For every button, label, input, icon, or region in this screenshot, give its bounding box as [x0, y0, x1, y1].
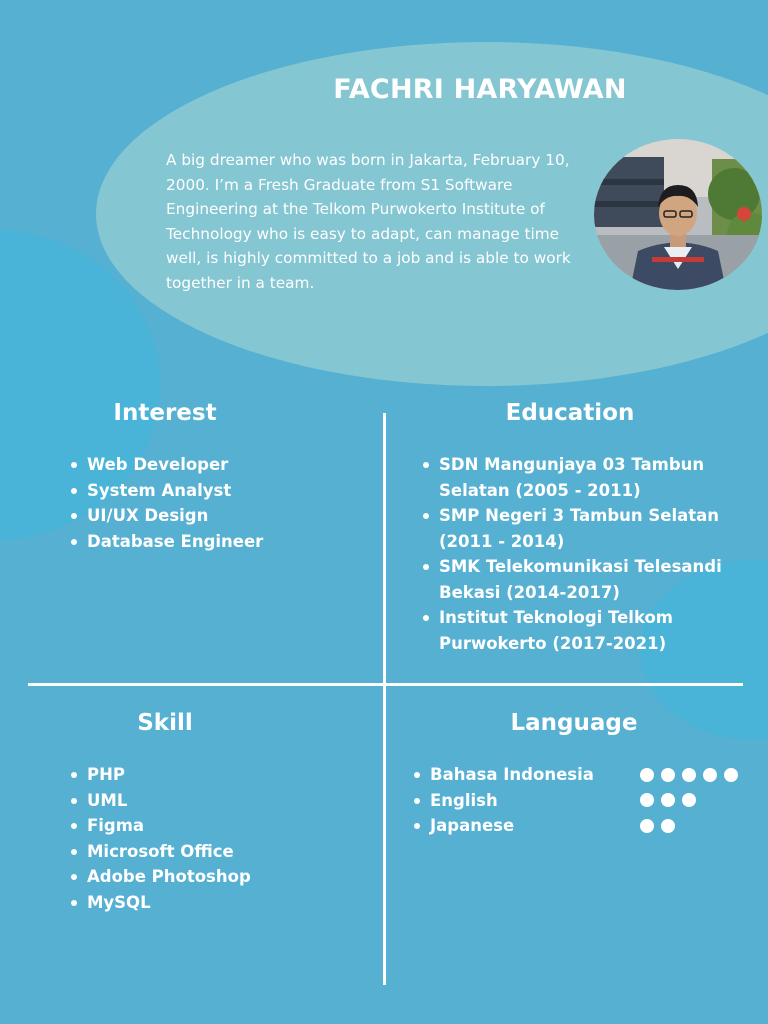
list-item: SDN Mangunjaya 03 Tambun Selatan (2005 - 2011)	[422, 452, 744, 503]
level-dot	[682, 793, 696, 807]
language-item	[413, 788, 753, 814]
list-item: Database Engineer	[70, 529, 370, 555]
level-dot	[640, 819, 654, 833]
list-item: Microsoft Office	[70, 839, 370, 865]
interest-list	[70, 452, 370, 554]
list-item: MySQL	[70, 890, 370, 916]
profile-photo	[594, 139, 762, 290]
level-dot	[661, 768, 675, 782]
language-level-dots	[640, 819, 675, 833]
education-heading: Education	[505, 400, 635, 426]
language-level-dots	[640, 793, 696, 807]
vertical-divider	[383, 413, 386, 985]
list-item: SMK Telekomunikasi Telesandi Bekasi (2014-2017)	[422, 554, 744, 605]
language-name: Japanese	[430, 816, 515, 835]
horizontal-divider	[28, 683, 743, 686]
level-dot	[661, 793, 675, 807]
language-item	[413, 813, 753, 839]
skill-list	[70, 762, 370, 915]
list-item: Web Developer	[70, 452, 370, 478]
language-item	[413, 762, 753, 788]
list-item: Adobe Photoshop	[70, 864, 370, 890]
language-name: English	[430, 790, 498, 810]
language-level-dots	[640, 768, 738, 782]
language-name: Bahasa Indonesia	[430, 765, 594, 784]
list-item: PHP	[70, 762, 370, 788]
profile-bio: A big dreamer who was born in Jakarta, February 10, 2000. I’m a Fresh Graduate from S1 Software Engineering at the Telkom Purwokerto Institute of Technology who is easy to adapt, can manage time well, is highly committed to a job and is able to work together in a team.	[166, 151, 571, 292]
language-heading: Language	[510, 710, 638, 736]
level-dot	[661, 819, 675, 833]
language-list	[413, 762, 753, 839]
list-item: UI/UX Design	[70, 503, 370, 529]
level-dot	[724, 768, 738, 782]
skill-heading: Skill	[137, 710, 193, 736]
level-dot	[640, 793, 654, 807]
education-list	[422, 452, 744, 656]
list-item: SMP Negeri 3 Tambun Selatan (2011 - 2014)	[422, 503, 744, 554]
list-item: Institut Teknologi Telkom Purwokerto (2017-2021)	[422, 605, 744, 656]
list-item: System Analyst	[70, 478, 370, 504]
level-dot	[682, 768, 696, 782]
interest-heading: Interest	[113, 400, 217, 426]
profile-name: FACHRI HARYAWAN	[333, 74, 627, 105]
list-item: Figma	[70, 813, 370, 839]
list-item: UML	[70, 788, 370, 814]
level-dot	[640, 768, 654, 782]
level-dot	[703, 768, 717, 782]
profile-photo-image	[594, 139, 762, 290]
